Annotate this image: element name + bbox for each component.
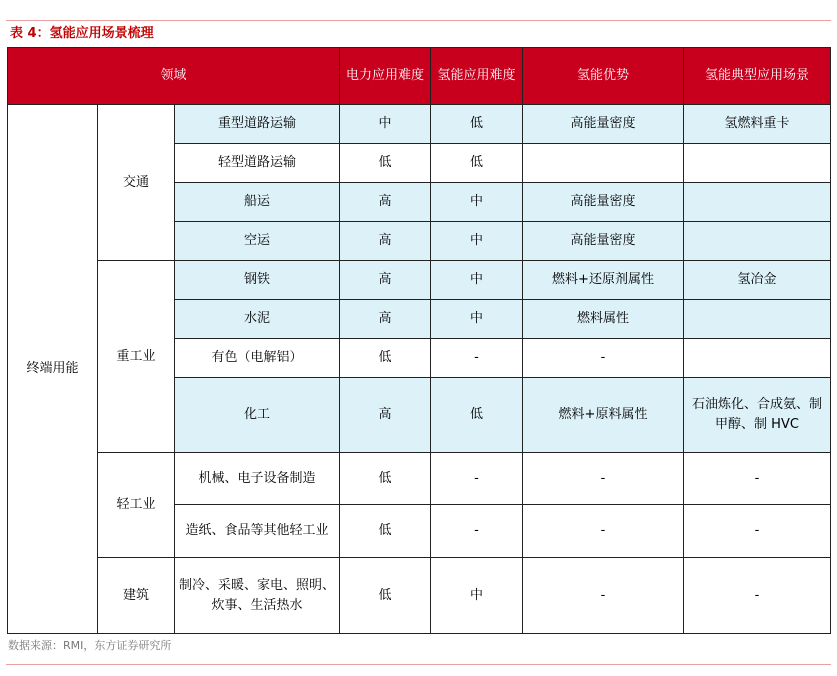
advantage-cell: - xyxy=(523,453,684,505)
header-h2-scenario: 氢能典型应用场景 xyxy=(684,48,831,105)
h2-difficulty-cell: 低 xyxy=(431,378,523,453)
h2-difficulty-cell: 中 xyxy=(431,300,523,339)
power-difficulty-cell: 低 xyxy=(340,505,431,558)
header-domain: 领域 xyxy=(8,48,340,105)
h2-difficulty-cell: 低 xyxy=(431,105,523,144)
scenario-cell xyxy=(684,300,831,339)
group-heavy-industry: 重工业 xyxy=(98,261,175,453)
table-row xyxy=(8,105,831,144)
h2-difficulty-cell: - xyxy=(431,505,523,558)
subsector-cell: 空运 xyxy=(175,222,340,261)
power-difficulty-cell: 低 xyxy=(340,144,431,183)
advantage-cell: 高能量密度 xyxy=(523,105,684,144)
subsector-cell: 有色（电解铝） xyxy=(175,339,340,378)
table-caption: 表 4：氢能应用场景梳理 xyxy=(10,26,154,41)
subsector-cell: 钢铁 xyxy=(175,261,340,300)
header-row xyxy=(8,48,831,105)
scenario-cell: - xyxy=(684,453,831,505)
header-h2-difficulty: 氢能应用难度 xyxy=(431,48,523,105)
subsector-cell: 造纸、食品等其他轻工业 xyxy=(175,505,340,558)
subsector-cell: 机械、电子设备制造 xyxy=(175,453,340,505)
top-rule xyxy=(6,20,831,21)
advantage-cell: 燃料属性 xyxy=(523,300,684,339)
hydrogen-application-table xyxy=(7,47,831,634)
table-row xyxy=(8,558,831,634)
advantage-cell: - xyxy=(523,505,684,558)
group-building: 建筑 xyxy=(98,558,175,634)
scenario-cell xyxy=(684,144,831,183)
power-difficulty-cell: 低 xyxy=(340,453,431,505)
group-light-industry: 轻工业 xyxy=(98,453,175,558)
h2-difficulty-cell: 中 xyxy=(431,183,523,222)
h2-difficulty-cell: 低 xyxy=(431,144,523,183)
subsector-cell: 轻型道路运输 xyxy=(175,144,340,183)
power-difficulty-cell: 高 xyxy=(340,300,431,339)
h2-difficulty-cell: 中 xyxy=(431,261,523,300)
scenario-cell: 氢冶金 xyxy=(684,261,831,300)
scenario-cell xyxy=(684,339,831,378)
subsector-cell: 重型道路运输 xyxy=(175,105,340,144)
h2-difficulty-cell: 中 xyxy=(431,222,523,261)
scenario-cell: - xyxy=(684,558,831,634)
h2-difficulty-cell: - xyxy=(431,339,523,378)
table-row xyxy=(8,453,831,505)
bottom-rule xyxy=(6,664,831,665)
advantage-cell: 燃料+还原剂属性 xyxy=(523,261,684,300)
subsector-cell: 化工 xyxy=(175,378,340,453)
power-difficulty-cell: 低 xyxy=(340,339,431,378)
power-difficulty-cell: 高 xyxy=(340,261,431,300)
group-transport: 交通 xyxy=(98,105,175,261)
source-note: 数据来源：RMI，东方证券研究所 xyxy=(8,639,172,652)
advantage-cell xyxy=(523,144,684,183)
power-difficulty-cell: 中 xyxy=(340,105,431,144)
power-difficulty-cell: 低 xyxy=(340,558,431,634)
advantage-cell: 高能量密度 xyxy=(523,183,684,222)
advantage-cell: - xyxy=(523,558,684,634)
advantage-cell: - xyxy=(523,339,684,378)
advantage-cell: 燃料+原料属性 xyxy=(523,378,684,453)
subsector-cell: 船运 xyxy=(175,183,340,222)
scenario-cell xyxy=(684,222,831,261)
scenario-cell: 石油炼化、合成氨、制甲醇、制 HVC xyxy=(684,378,831,453)
power-difficulty-cell: 高 xyxy=(340,183,431,222)
scenario-cell: 氢燃料重卡 xyxy=(684,105,831,144)
subsector-cell: 制冷、采暖、家电、照明、炊事、生活热水 xyxy=(175,558,340,634)
header-power-difficulty: 电力应用难度 xyxy=(340,48,431,105)
h2-difficulty-cell: - xyxy=(431,453,523,505)
table-row xyxy=(8,261,831,300)
power-difficulty-cell: 高 xyxy=(340,222,431,261)
power-difficulty-cell: 高 xyxy=(340,378,431,453)
scenario-cell xyxy=(684,183,831,222)
header-h2-advantage: 氢能优势 xyxy=(523,48,684,105)
advantage-cell: 高能量密度 xyxy=(523,222,684,261)
subsector-cell: 水泥 xyxy=(175,300,340,339)
scenario-cell: - xyxy=(684,505,831,558)
h2-difficulty-cell: 中 xyxy=(431,558,523,634)
category-cell: 终端用能 xyxy=(8,105,98,634)
